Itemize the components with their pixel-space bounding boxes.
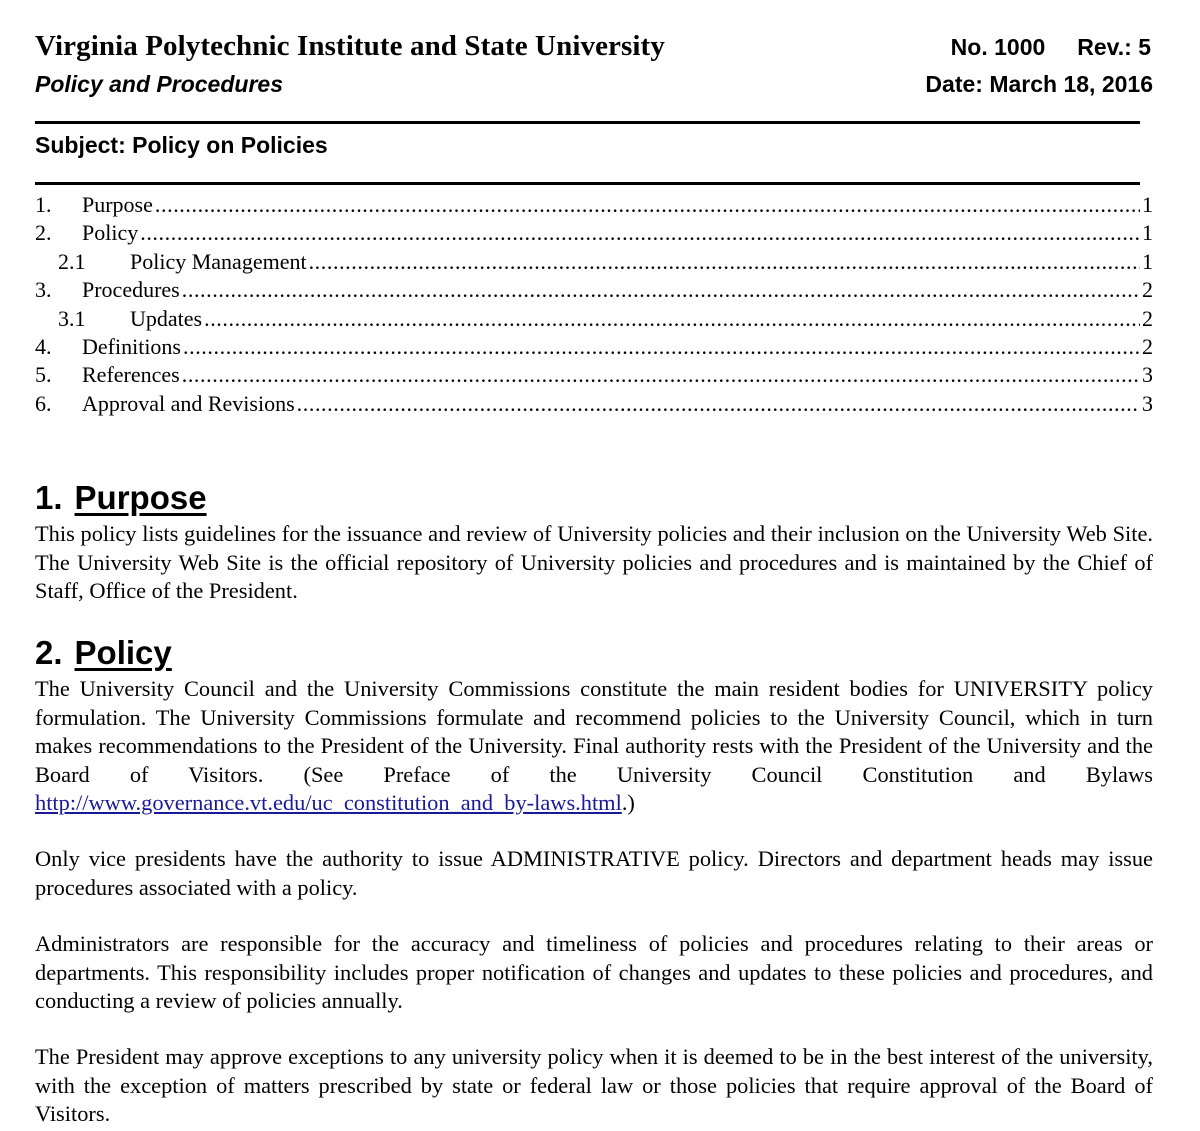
toc-item-page: 3: [1142, 362, 1153, 388]
toc-leader-dots: [183, 333, 1140, 361]
toc-leader-dots: [309, 248, 1140, 276]
policy-paragraph-4: The President may approve exceptions to any university policy when it is deemed to be in the best interest of the university, with the exception of matters prescribed by state or federal law or those policies that require approval of the Board of Visitors.: [35, 1044, 1153, 1127]
toc-item-number: 2.1: [58, 248, 86, 274]
toc-item-number: 5.: [35, 362, 52, 388]
document-subtitle: Policy and Procedures: [35, 71, 283, 97]
toc-item-title: Updates: [130, 305, 203, 331]
toc-item-title: Policy: [82, 220, 139, 246]
toc-item-title: Procedures: [82, 277, 180, 303]
toc-item-page: 1: [1142, 220, 1153, 246]
toc-item-title: Purpose: [82, 192, 153, 217]
toc-item-policy[interactable]: [35, 219, 1153, 247]
header-divider: [35, 121, 1140, 124]
policy-paragraph-1: [35, 675, 1153, 817]
governance-bylaws-link[interactable]: http://www.governance.vt.edu/uc_constitution_and_by-laws.html: [35, 789, 622, 815]
toc-item-page: 1: [1142, 192, 1153, 217]
document-header-row-1: [35, 30, 1153, 63]
toc-item-page: 2: [1142, 305, 1153, 331]
toc-item-page: 1: [1142, 248, 1153, 274]
section-number: 1.: [35, 479, 63, 517]
document-header-row-2: [35, 71, 1153, 98]
section-heading-policy: [35, 633, 1153, 673]
toc-item-number: 1.: [35, 192, 52, 217]
document-number-block: [951, 34, 1151, 61]
policy-paragraph-2: Only vice presidents have the authority to issue ADMINISTRATIVE policy. Directors and department heads may issue procedures associated with a policy.: [35, 846, 1153, 900]
document-subject: Subject: Policy on Policies: [35, 132, 328, 158]
toc-item-title: Policy Management: [130, 248, 307, 274]
toc-item-number: 6.: [35, 390, 52, 416]
toc-leader-dots: [204, 305, 1140, 333]
table-of-contents: [35, 191, 1153, 418]
toc-item-references[interactable]: [35, 361, 1153, 389]
section-title: Purpose: [74, 479, 207, 517]
toc-item-number: 4.: [35, 333, 52, 359]
toc-item-title: References: [82, 362, 180, 388]
purpose-paragraph: This policy lists guidelines for the issuance and review of University policies and their inclusion on the University Web Site. The University Web Site is the official repository of University policies and procedures and is maintained by the Chief of Staff, Office of the President.: [35, 521, 1153, 603]
toc-item-page: 3: [1142, 390, 1153, 416]
policy-paragraph-1-text: The University Council and the University Commissions constitute the main resident bodies for UNIVERSITY policy formulation. The University Commissions formulate and recommend policies to the University Council, which in turn makes recommendations to the President of the University. Final authority rests with the President of the University and the Board of Visitors. (See Preface of the University Council Constitution and Bylaws: [35, 676, 1153, 787]
policy-paragraph-1-tail: .): [621, 789, 635, 815]
toc-leader-dots: [182, 276, 1140, 304]
policy-document-page: [35, 30, 1153, 1129]
section-number: 2.: [35, 634, 63, 672]
section-heading-purpose: [35, 478, 1153, 518]
toc-leader-dots: [155, 191, 1140, 219]
toc-item-page: 2: [1142, 333, 1153, 359]
revision-number: Rev.: 5: [1077, 34, 1151, 60]
institution-name: Virginia Polytechnic Institute and State University: [35, 30, 665, 62]
toc-item-number: 3.: [35, 277, 52, 303]
toc-item-title: Definitions: [82, 333, 181, 359]
toc-item-approval-and-revisions[interactable]: [35, 390, 1153, 418]
section-title: Policy: [74, 634, 172, 672]
toc-item-page: 2: [1142, 277, 1153, 303]
document-date: Date: March 18, 2016: [925, 71, 1153, 97]
subject-divider: [35, 182, 1140, 185]
toc-leader-dots: [182, 361, 1140, 389]
toc-item-definitions[interactable]: [35, 333, 1153, 361]
toc-leader-dots: [140, 219, 1140, 247]
toc-item-number: 3.1: [58, 305, 86, 331]
toc-item-procedures[interactable]: [35, 276, 1153, 304]
document-number: No. 1000: [950, 34, 1046, 60]
toc-item-updates[interactable]: [35, 305, 1153, 333]
toc-leader-dots: [297, 390, 1140, 418]
policy-paragraph-3: Administrators are responsible for the accuracy and timeliness of policies and procedures relating to their areas or departments. This responsibility includes proper notification of changes and updates to these policies and procedures, and conducting a review of policies annually.: [35, 931, 1153, 1013]
toc-item-number: 2.: [35, 220, 52, 246]
toc-item-title: Approval and Revisions: [82, 390, 295, 416]
toc-item-purpose[interactable]: [35, 191, 1153, 219]
toc-item-policy-management[interactable]: [35, 248, 1153, 276]
